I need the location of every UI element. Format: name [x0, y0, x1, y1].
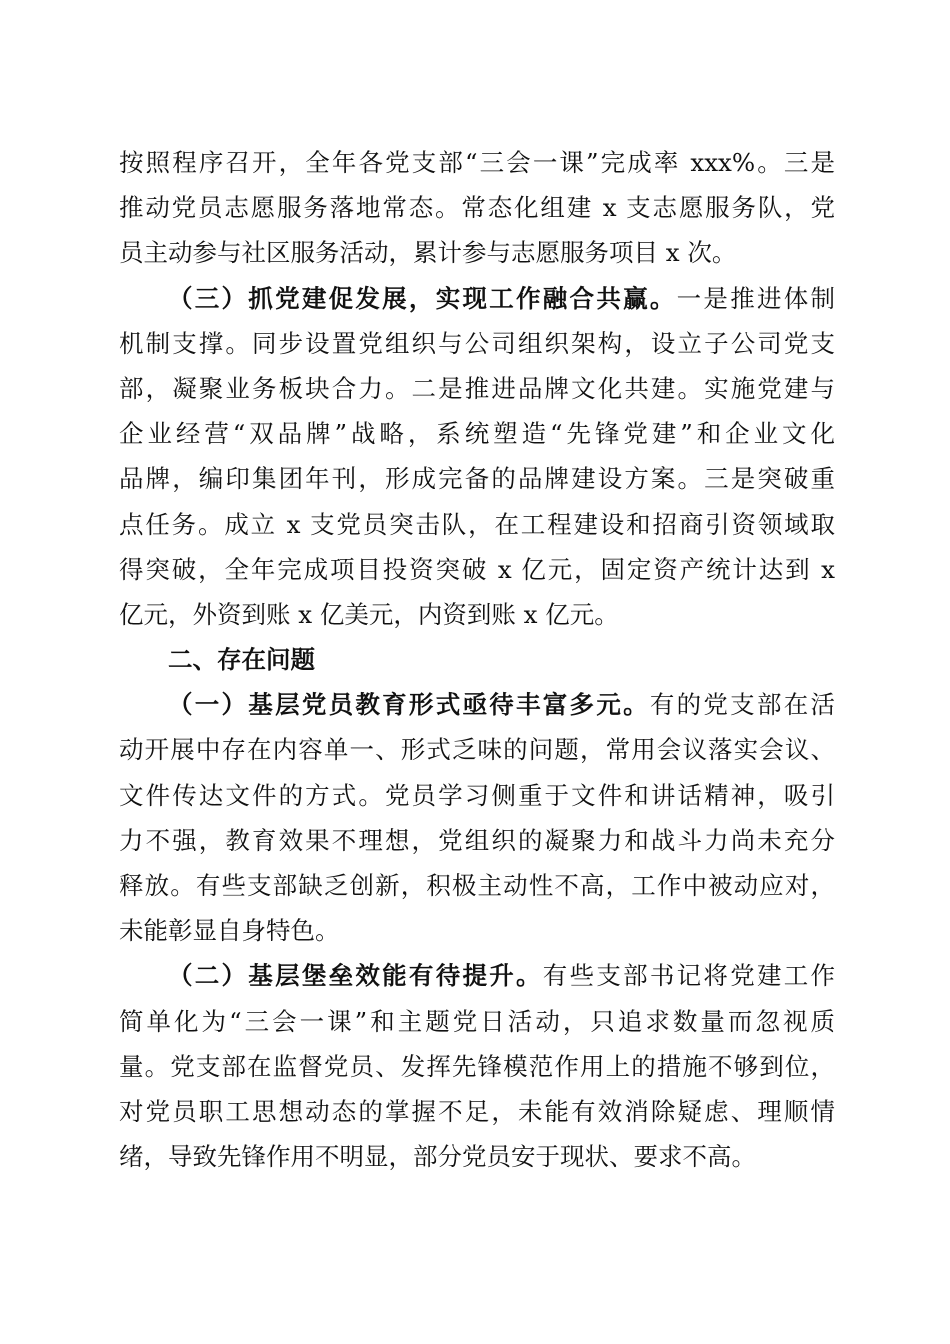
paragraph-education-forms [119, 682, 835, 953]
paragraph-line: 力不强，教育效果不理想，党组织的凝聚力和战斗力尚未充分 [119, 825, 835, 855]
paragraph-line-text: 一是推进体制 [676, 283, 836, 313]
paragraph-party-building-development [119, 276, 835, 638]
paragraph-line-text: 有的党支部在活 [649, 690, 835, 720]
paragraph-line: 对党员职工思想动态的掌握不足，未能有效消除疑虑、理顺情 [119, 1096, 835, 1126]
document-body [119, 140, 835, 1179]
paragraph-line: 亿元，外资到账 x 亿美元，内资到账 x 亿元。 [119, 599, 619, 629]
paragraph-line: 推动党员志愿服务落地常态。常态化组建 x 支志愿服务队，党 [119, 193, 835, 223]
paragraph-line: 释放。有些支部缺乏创新，积极主动性不高，工作中被动应对， [119, 871, 835, 900]
paragraph-first-line [119, 953, 835, 998]
subsection-heading: （二）基层堡垒效能有待提升。 [168, 961, 543, 991]
paragraph-line: 按照程序召开，全年各党支部“三会一课”完成率 xxx%。三是 [119, 148, 835, 177]
paragraph-line: 文件传达文件的方式。党员学习侧重于文件和讲话精神，吸引 [119, 780, 835, 810]
paragraph-first-line [119, 276, 835, 321]
section-heading: 二、存在问题 [168, 645, 315, 675]
subsection-heading: （三）抓党建促发展，实现工作融合共赢。 [168, 283, 677, 313]
subsection-heading: （一）基层党员教育形式亟待丰富多元。 [168, 690, 650, 720]
paragraph-line: 动开展中存在内容单一、形式乏味的问题，常用会议落实会议、 [119, 735, 835, 765]
paragraph-line: 机制支撑。同步设置党组织与公司组织架构，设立子公司党支 [119, 328, 835, 358]
paragraph-continuation [119, 140, 835, 276]
paragraph-line: 企业经营“双品牌”战略，系统塑造“先锋党建”和企业文化 [119, 419, 835, 449]
paragraph-line: 绪，导致先锋作用不明显，部分党员安于现状、要求不高。 [119, 1142, 756, 1172]
paragraph-line: 点任务。成立 x 支党员突击队，在工程建设和招商引资领域取 [119, 509, 835, 539]
paragraph-line: 员主动参与社区服务活动，累计参与志愿服务项目 x 次。 [119, 238, 737, 268]
paragraph-line: 品牌，编印集团年刊，形成完备的品牌建设方案。三是突破重 [119, 464, 835, 494]
paragraph-fortress-efficiency [119, 953, 835, 1179]
paragraph-line: 得突破，全年完成项目投资突破 x 亿元，固定资产统计达到 x [119, 554, 835, 584]
paragraph-line: 简单化为“三会一课”和主题党日活动，只追求数量而忽视质 [119, 1006, 835, 1036]
paragraph-line-text: 有些支部书记将党建工作 [542, 961, 836, 991]
paragraph-first-line [119, 682, 835, 727]
paragraph-line: 未能彰显自身特色。 [119, 916, 340, 946]
paragraph-line: 部，凝聚业务板块合力。二是推进品牌文化共建。实施党建与 [119, 373, 835, 403]
paragraph-line: 量。党支部在监督党员、发挥先锋模范作用上的措施不够到位， [119, 1051, 835, 1081]
